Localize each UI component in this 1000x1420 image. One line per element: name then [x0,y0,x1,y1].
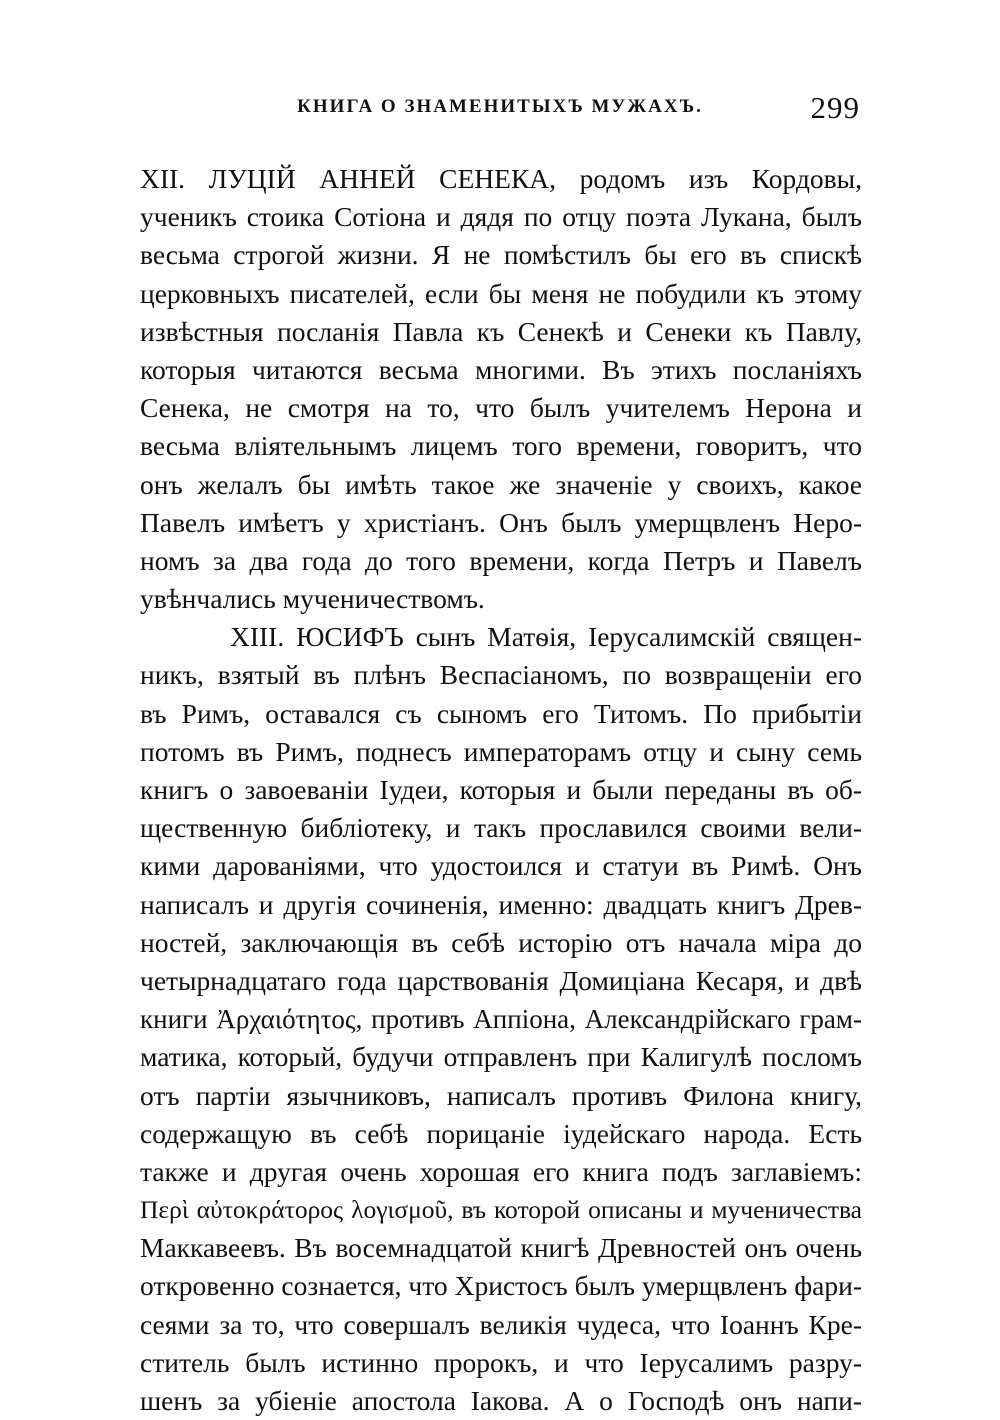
text-line: Περὶ αὐτοκράτορος λογισμοῦ, въ которой описаны и мученичества [140,1195,862,1225]
text-line: книгъ о завоеваніи Іудеи, которыя и были переданы въ об- [140,774,862,805]
text-line: церковныхъ писателей, если бы меня не побудили къ этому [140,277,862,309]
text-line: содержащую въ себѣ порицаніе іудейскаго народа. Есть [140,1117,862,1149]
text-line: откровенно сознается, что Христосъ былъ умерщвленъ фари- [140,1270,862,1302]
text-line: Павелъ имѣетъ у христіанъ. Онъ былъ умерщвленъ Неро- [140,506,862,538]
text-line: потомъ въ Римъ, поднесъ императорамъ отцу и сыну семь [140,735,862,767]
text-line: Маккавеевъ. Въ восемнадцатой книгѣ Древностей онъ очень [140,1232,862,1264]
text-line: никъ, взятый въ плѣнъ Веспасіаномъ, по возвращеніи его [140,659,862,691]
text-line: номъ за два года до того времени, когда Петръ и Павелъ [140,544,862,576]
page-number: 299 [810,90,860,125]
text-line: онъ желалъ бы имѣть такое же значеніе у своихъ, какое [140,468,862,500]
text-line: четырнадцатаго года царствованія Домиціана Кесаря, и двѣ [140,964,862,996]
text-line: ститель былъ истинно пророкъ, и что Іерусалимъ разру- [140,1346,862,1378]
text-line: извѣстныя посланія Павла къ Сенекѣ и Сенеки къ Павлу, [140,315,862,347]
text-line: кими дарованіями, что удостоился и статуи въ Римѣ. Онъ [140,850,862,882]
text-line: сеями за то, что совершалъ великія чудеса, что Іоаннъ Кре- [140,1308,862,1340]
text-line: весьма вліятельнымъ лицемъ того времени, говоритъ, что [140,430,862,462]
body-text [140,160,862,1420]
text-line: увѣнчались мученичествомъ. [140,583,485,615]
text-line: шенъ за убіеніе апостола Іакова. А о Господѣ онъ напи- [140,1385,862,1416]
text-line: написалъ и другія сочиненія, именно: двадцать книгъ Древ- [140,888,862,920]
text-line: XIII. ЮСИФЪ сынъ Матѳія, Іерусалимскій священ- [230,621,862,653]
running-header [140,90,860,126]
text-line: Сенека, не смотря на то, что былъ учителемъ Нерона и [140,392,862,424]
text-line: ностей, заключающія въ себѣ исторію отъ начала міра до [140,926,862,958]
text-line: отъ партіи язычниковъ, написалъ противъ Филона книгу, [140,1079,862,1111]
text-line: ученикъ стоика Сотіона и дядя по отцу поэта Лукана, былъ [140,201,862,233]
text-line: также и другая очень хорошая его книга подъ заглавіемъ: [140,1155,862,1187]
text-line: въ Римъ, оставался съ сыномъ его Титомъ. По прибытіи [140,697,862,729]
text-line: XII. ЛУЦІЙ АННЕЙ СЕНЕКА, родомъ изъ Кордовы, [140,163,862,194]
text-line: которыя читаются весьма многими. Въ этихъ посланіяхъ [140,353,862,385]
text-line: матика, который, будучи отправленъ при Калигулѣ посломъ [140,1041,862,1073]
text-line: щественную библіотеку, и такъ прославился своими вели- [140,812,862,844]
text-line: книги Ἀρχαιότητος, противъ Аппіона, Александрійскаго грам- [140,1004,862,1035]
text-line: весьма строгой жизни. Я не помѣстилъ бы его въ спискѣ [140,239,862,271]
running-title: КНИГА О ЗНАМЕНИТЫХЪ МУЖАХЪ. [297,96,703,117]
